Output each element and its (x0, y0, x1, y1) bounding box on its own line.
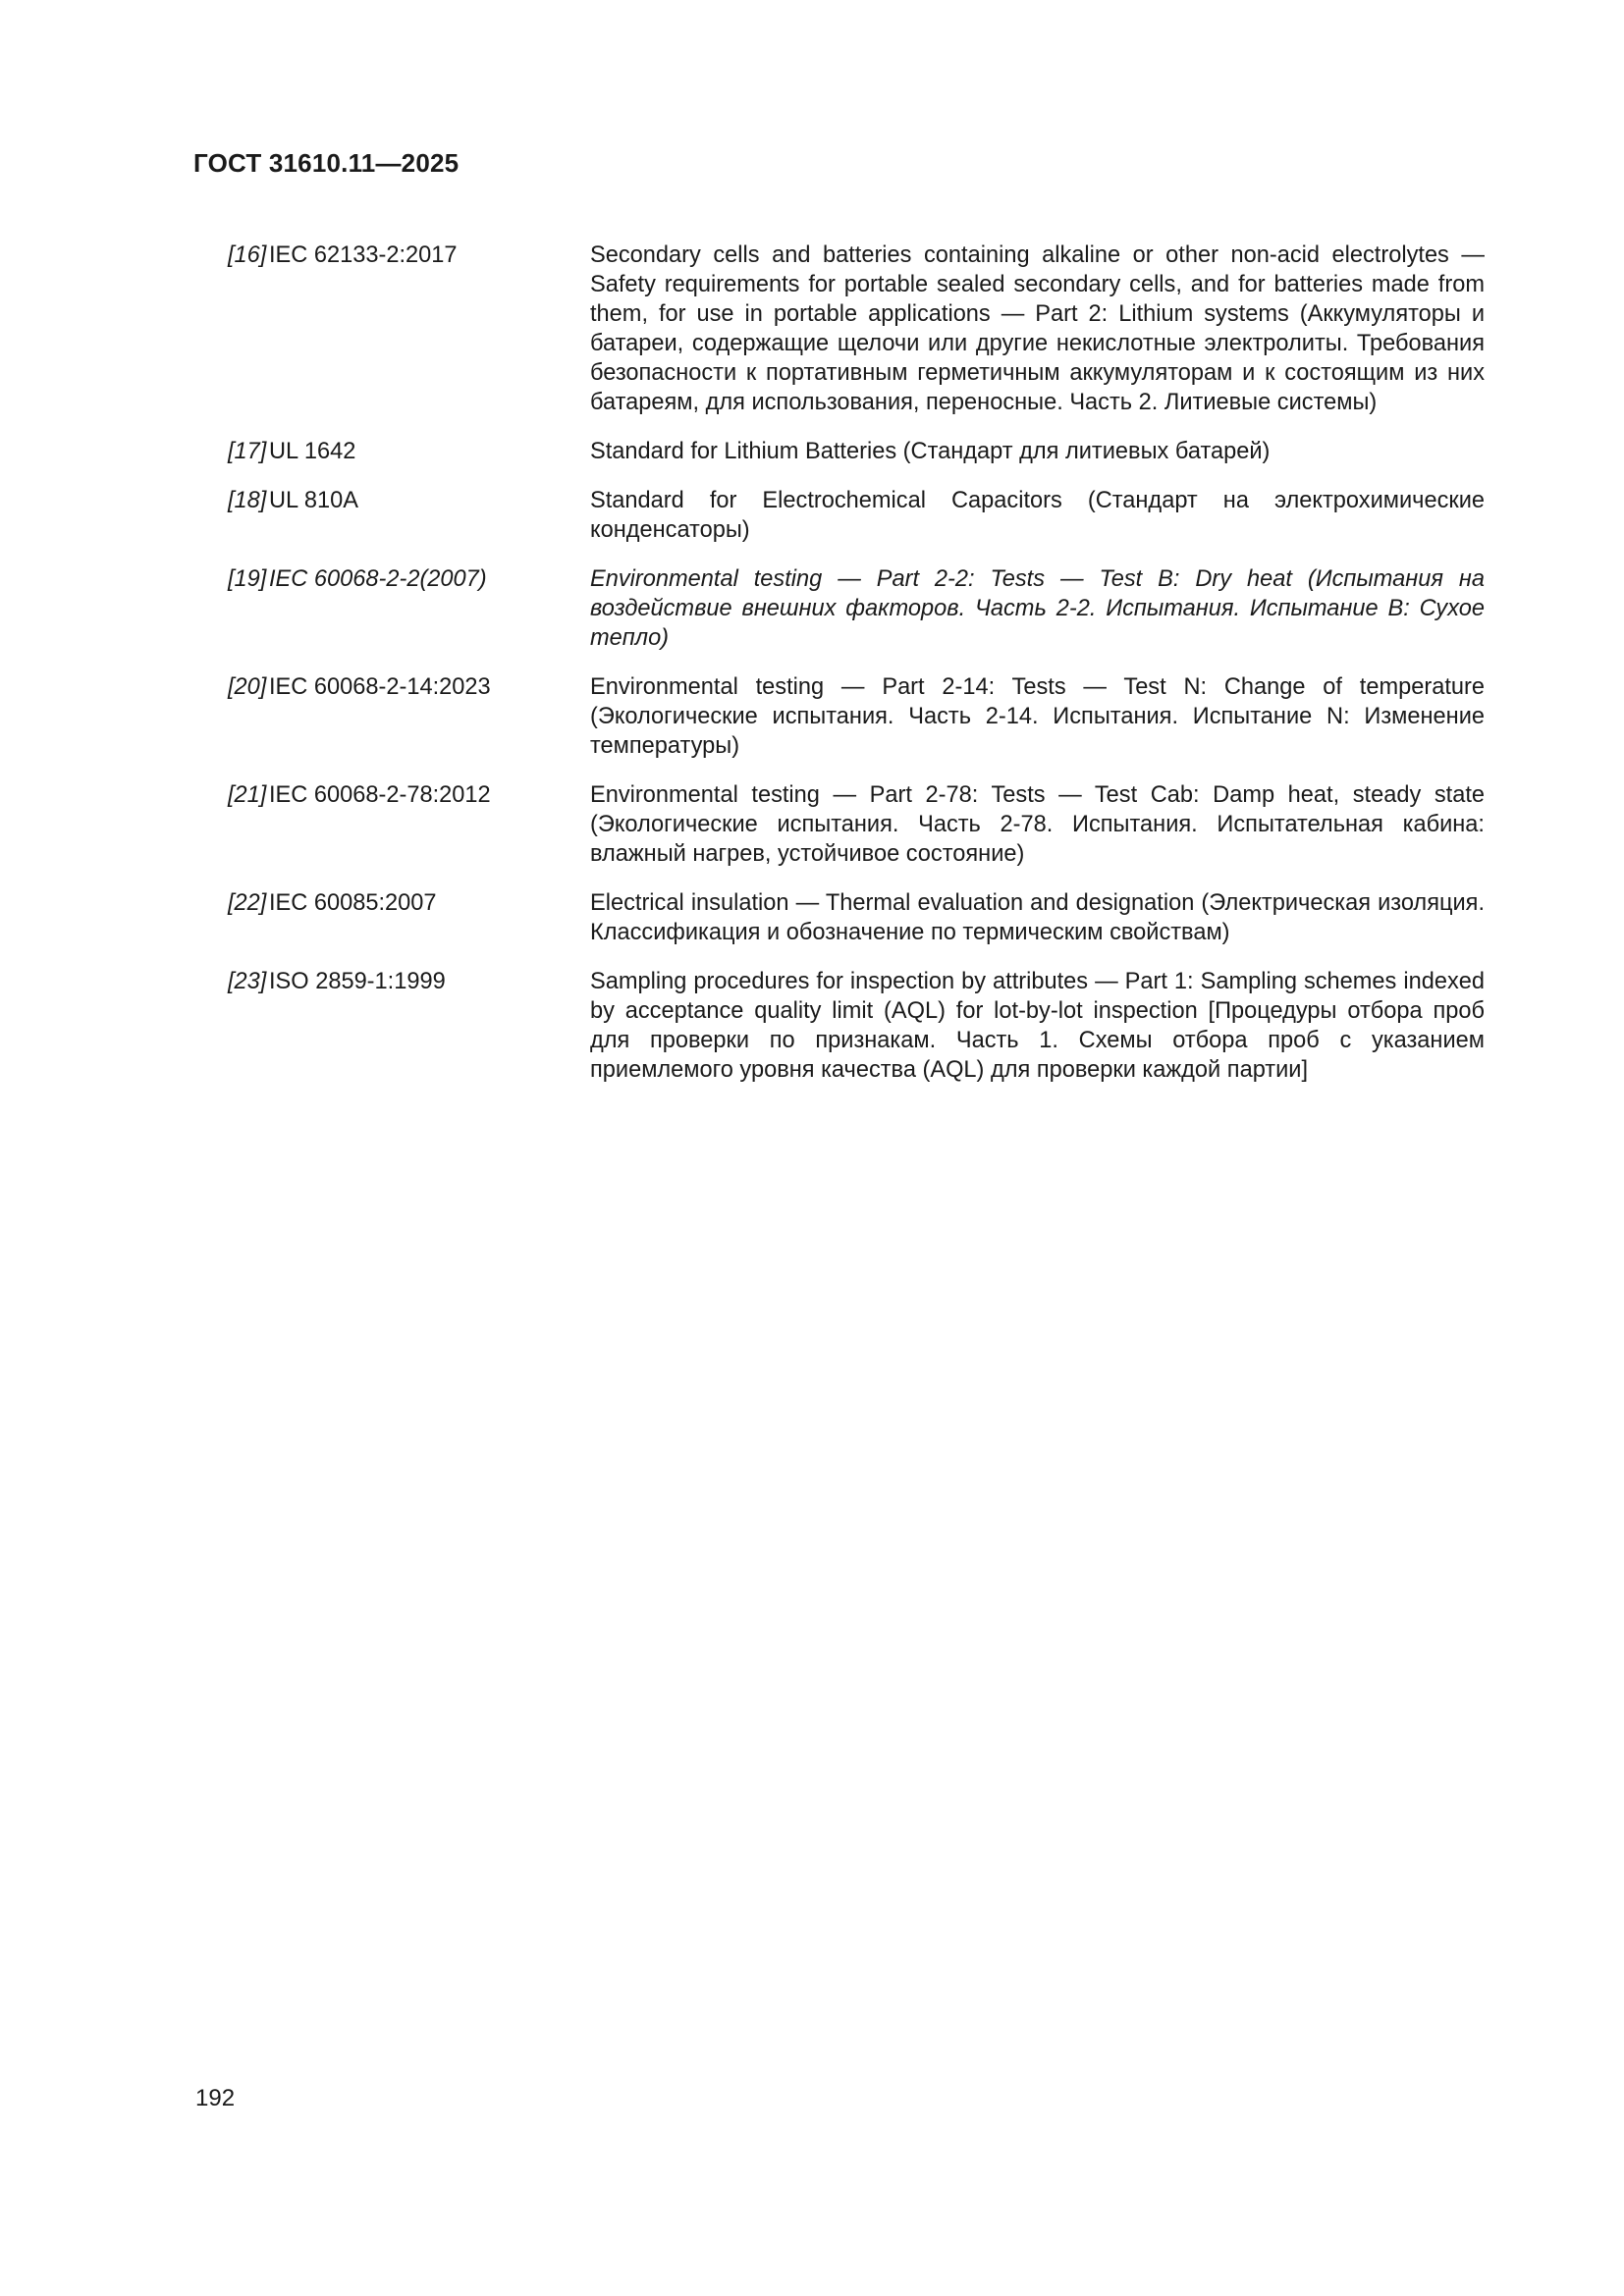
entry-standard-code: IEC 60085:2007 (269, 890, 437, 916)
entry-title: Environmental testing — Part 2-2: Tests — Test B: Dry heat (Испытания на воздействие внешних факторов. Часть 2-2. Испытания. Испытание B: Сухое тепло) (590, 566, 1485, 651)
bibliography-entry (193, 967, 1519, 1085)
bibliography-entry (193, 240, 1519, 417)
entry-standard-code: IEC 62133-2:2017 (269, 242, 458, 268)
bibliography-entry (193, 564, 1519, 653)
entry-title: Sampling procedures for inspection by attributes — Part 1: Sampling schemes indexed by acceptance quality limit (AQL) for lot-by-lot inspection [Процедуры отбора проб для проверки по признакам. Часть 1. Схемы отбора проб с указанием приемлемого уровня качества (AQL) для проверки каждой партии] (590, 969, 1485, 1083)
bibliography-entry (193, 486, 1519, 545)
entry-title: Environmental testing — Part 2-14: Tests — Test N: Change of temperature (Экологические испытания. Часть 2-14. Испытания. Испытание N: Изменение температуры) (590, 674, 1485, 759)
entry-standard-code: IEC 60068-2-78:2012 (269, 782, 491, 808)
entry-standard-code: UL 1642 (269, 439, 356, 464)
entry-standard-code: ISO 2859-1:1999 (269, 969, 446, 994)
entry-title: Standard for Lithium Batteries (Стандарт для литиевых батарей) (590, 439, 1271, 464)
page-header-standard-id: ГОСТ 31610.11—2025 (193, 148, 460, 178)
entry-title: Secondary cells and batteries containing alkaline or other non-acid electrolytes — Safety requirements for portable sealed secondary cells, and for batteries made from them, for use in portable applications — Part 2: Lithium systems (Аккумуляторы и батареи, содержащие щелочи или другие некислотные электролиты. Требования безопасности к портативным герметичным аккумуляторам и к состоящим из них батареям, для использования, переносные. Часть 2. Литиевые системы) (590, 242, 1485, 415)
entry-number: [23] (228, 969, 267, 994)
entry-standard-code: UL 810A (269, 488, 358, 513)
bibliography-entry (193, 780, 1519, 869)
entry-standard-code: IEC 60068-2-14:2023 (269, 674, 491, 700)
entry-number: [16] (228, 242, 267, 268)
entry-number: [22] (228, 890, 267, 916)
entry-number: [18] (228, 488, 267, 513)
entry-number: [19] (228, 566, 267, 592)
bibliography-entry (193, 672, 1519, 761)
entry-number: [17] (228, 439, 267, 464)
bibliography-list (193, 240, 1519, 1104)
entry-title: Environmental testing — Part 2-78: Tests — Test Cab: Damp heat, steady state (Экологические испытания. Часть 2-78. Испытания. Испытательная кабина: влажный нагрев, устойчивое состояние) (590, 782, 1485, 867)
entry-number: [20] (228, 674, 267, 700)
entry-title: Electrical insulation — Thermal evaluation and designation (Электрическая изоляция. Классификация и обозначение по термическим свойствам) (590, 890, 1485, 945)
entry-title: Standard for Electrochemical Capacitors (Стандарт на электрохимические конденсаторы) (590, 488, 1485, 543)
entry-number: [21] (228, 782, 267, 808)
bibliography-entry (193, 437, 1519, 466)
page-number: 192 (195, 2085, 236, 2111)
entry-standard-code: IEC 60068-2-2(2007) (269, 566, 487, 592)
bibliography-entry (193, 888, 1519, 947)
